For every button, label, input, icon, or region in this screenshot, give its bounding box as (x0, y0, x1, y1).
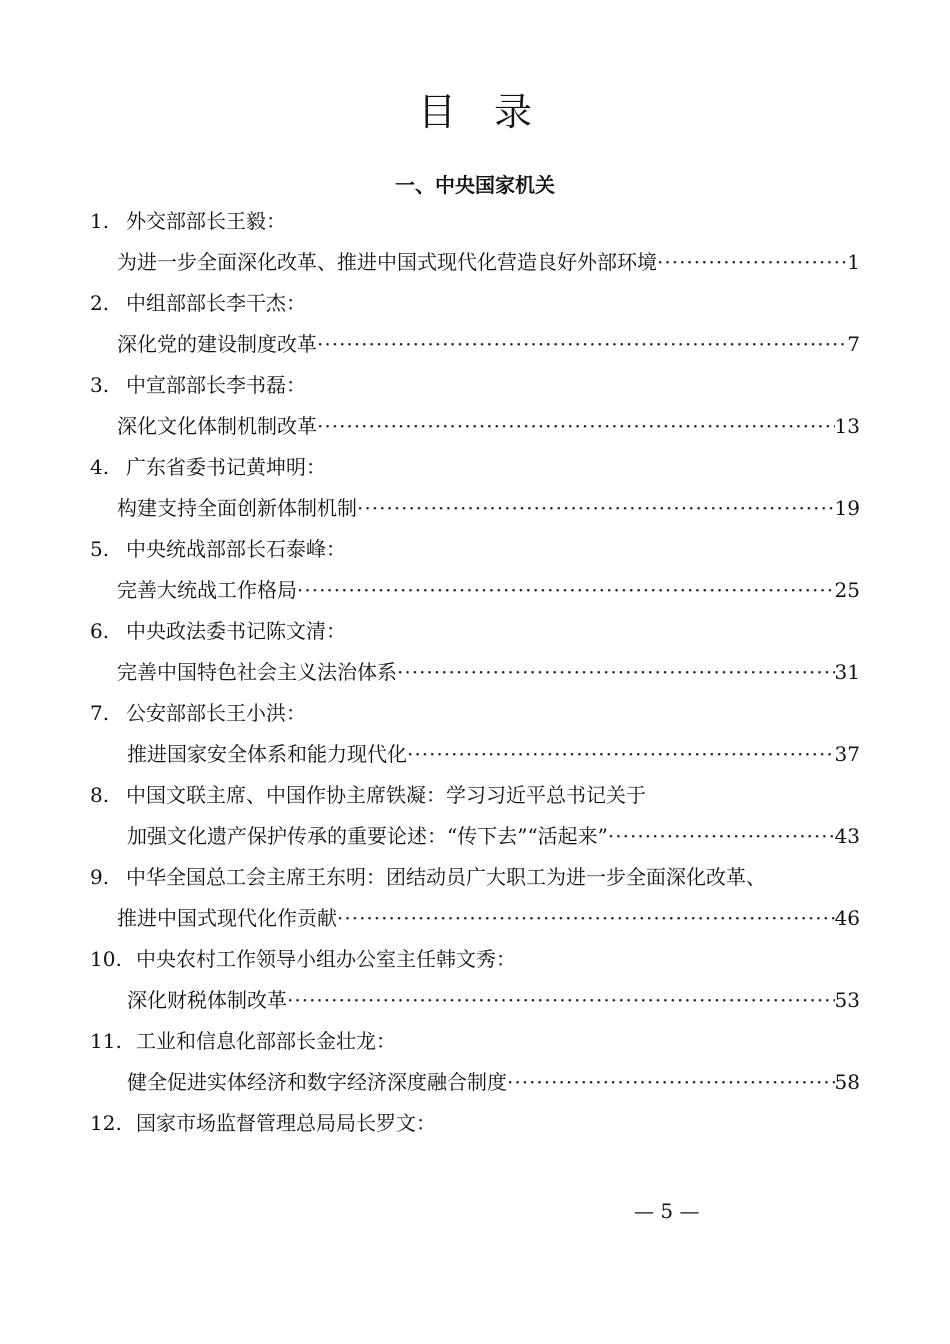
page-title: 目录 (417, 90, 570, 134)
dot-leader (608, 821, 835, 851)
toc-entry-page-number[interactable]: 46 (834, 906, 860, 930)
toc-entry-heading (90, 780, 860, 821)
toc-entry-title[interactable]: 为进一步全面深化改革、推进中国式现代化营造良好外部环境 (117, 250, 657, 274)
toc-entry[interactable] (90, 862, 860, 944)
toc-entry[interactable] (90, 780, 860, 862)
dot-leader (287, 985, 835, 1015)
toc-entry-number: 12. (90, 1111, 122, 1135)
toc-entry[interactable] (90, 534, 860, 616)
toc-entry-title[interactable]: 加强文化遗产保护传承的重要论述：“传下去”“活起来” (127, 824, 608, 848)
dot-leader (657, 247, 847, 277)
toc-entry-heading (90, 288, 860, 329)
toc-entry-page-number[interactable]: 13 (834, 414, 860, 438)
toc-entry-number: 1. (90, 209, 110, 233)
toc-entry-title-line (90, 575, 860, 616)
toc-entry-title-line (90, 493, 860, 534)
toc-entry-title[interactable]: 完善大统战工作格局 (117, 578, 297, 602)
toc-entry-heading (90, 370, 860, 411)
toc-entry[interactable] (90, 698, 860, 780)
toc-entry-heading (90, 616, 860, 657)
toc-entry[interactable] (90, 452, 860, 534)
toc-entry-author: 广东省委书记黄坤明： (126, 455, 326, 479)
toc-entry-author: 中华全国总工会主席王东明：团结动员广大职工为进一步全面深化改革、 (126, 865, 766, 889)
toc-entry-author: 工业和信息化部部长金壮龙： (136, 1029, 396, 1053)
dot-leader (337, 903, 835, 933)
toc-entry-title[interactable]: 完善中国特色社会主义法治体系 (117, 660, 397, 684)
toc-entry[interactable] (90, 1026, 860, 1108)
toc-entry-number: 4. (90, 455, 110, 479)
toc-entry-number: 2. (90, 291, 110, 315)
toc-entry-page-number[interactable]: 43 (834, 824, 860, 848)
toc-entry-number: 7. (90, 701, 110, 725)
toc-entry-title-line (90, 247, 860, 288)
toc-entry[interactable] (90, 206, 860, 288)
toc-entry-author: 中央统战部部长石泰峰： (126, 537, 346, 561)
toc-entry-heading (90, 1026, 860, 1067)
toc-entry-author: 中宣部部长李书磊： (126, 373, 306, 397)
dot-leader (407, 739, 835, 769)
toc-entry-number: 10. (90, 947, 122, 971)
toc-entry[interactable] (90, 616, 860, 698)
toc-entry-author: 中央政法委书记陈文清： (126, 619, 346, 643)
toc-entry-heading (90, 452, 860, 493)
toc-entry-title-line (90, 821, 860, 862)
dot-leader (317, 411, 835, 441)
toc-entry-author: 公安部部长王小洪： (126, 701, 306, 725)
toc-entry-number: 6. (90, 619, 110, 643)
toc-entry-author: 中组部部长李干杰： (126, 291, 306, 315)
dot-leader (507, 1067, 835, 1097)
dot-leader (317, 329, 847, 359)
toc-entry-number: 11. (90, 1029, 122, 1053)
toc-entry-number: 5. (90, 537, 110, 561)
toc-entry-author: 外交部部长王毅： (126, 209, 286, 233)
toc-entry-page-number[interactable]: 58 (834, 1070, 860, 1094)
toc-entry[interactable] (90, 1108, 860, 1149)
toc-entry-author: 国家市场监督管理总局局长罗文： (136, 1111, 436, 1135)
toc-entry-heading (90, 206, 860, 247)
toc-entry[interactable] (90, 944, 860, 1026)
toc-entry-page-number[interactable]: 25 (834, 578, 860, 602)
toc-entry-heading (90, 862, 860, 903)
toc-entry-author: 中央农村工作领导小组办公室主任韩文秀： (136, 947, 516, 971)
page-number: — 5 — (634, 1199, 700, 1223)
toc-entry-title[interactable]: 构建支持全面创新体制机制 (117, 496, 357, 520)
toc-entry-title[interactable]: 深化文化体制机制改革 (117, 414, 317, 438)
toc-entry-number: 8. (90, 783, 110, 807)
section-heading: 一、中央国家机关 (395, 173, 555, 197)
dot-leader (297, 575, 835, 605)
toc-entry-page-number[interactable]: 37 (834, 742, 860, 766)
dot-leader (397, 657, 835, 687)
toc-entry-page-number[interactable]: 7 (847, 332, 860, 356)
toc-entry-number: 9. (90, 865, 110, 889)
toc-entry-page-number[interactable]: 53 (834, 988, 860, 1012)
table-of-contents (90, 206, 860, 1149)
toc-entry-page-number[interactable]: 1 (847, 250, 860, 274)
toc-entry-title-line (90, 657, 860, 698)
toc-entry-title-line (90, 903, 860, 944)
toc-entry-title[interactable]: 深化党的建设制度改革 (117, 332, 317, 356)
toc-entry-author: 中国文联主席、中国作协主席铁凝：学习习近平总书记关于 (126, 783, 646, 807)
toc-entry-title[interactable]: 推进中国式现代化作贡献 (117, 906, 337, 930)
toc-entry-heading (90, 944, 860, 985)
toc-entry-title[interactable]: 深化财税体制改革 (127, 988, 287, 1012)
toc-entry[interactable] (90, 288, 860, 370)
toc-entry-title[interactable]: 推进国家安全体系和能力现代化 (127, 742, 407, 766)
toc-entry-title-line (90, 411, 860, 452)
toc-entry-number: 3. (90, 373, 110, 397)
toc-entry-title-line (90, 739, 860, 780)
toc-entry-heading (90, 534, 860, 575)
toc-entry-title-line (90, 985, 860, 1026)
toc-entry-title-line (90, 1067, 860, 1108)
toc-entry-title[interactable]: 健全促进实体经济和数字经济深度融合制度 (127, 1070, 507, 1094)
toc-entry-heading (90, 698, 860, 739)
toc-entry[interactable] (90, 370, 860, 452)
toc-entry-page-number[interactable]: 19 (834, 496, 860, 520)
toc-entry-heading (90, 1108, 860, 1149)
toc-entry-title-line (90, 329, 860, 370)
toc-entry-page-number[interactable]: 31 (834, 660, 860, 684)
dot-leader (357, 493, 835, 523)
